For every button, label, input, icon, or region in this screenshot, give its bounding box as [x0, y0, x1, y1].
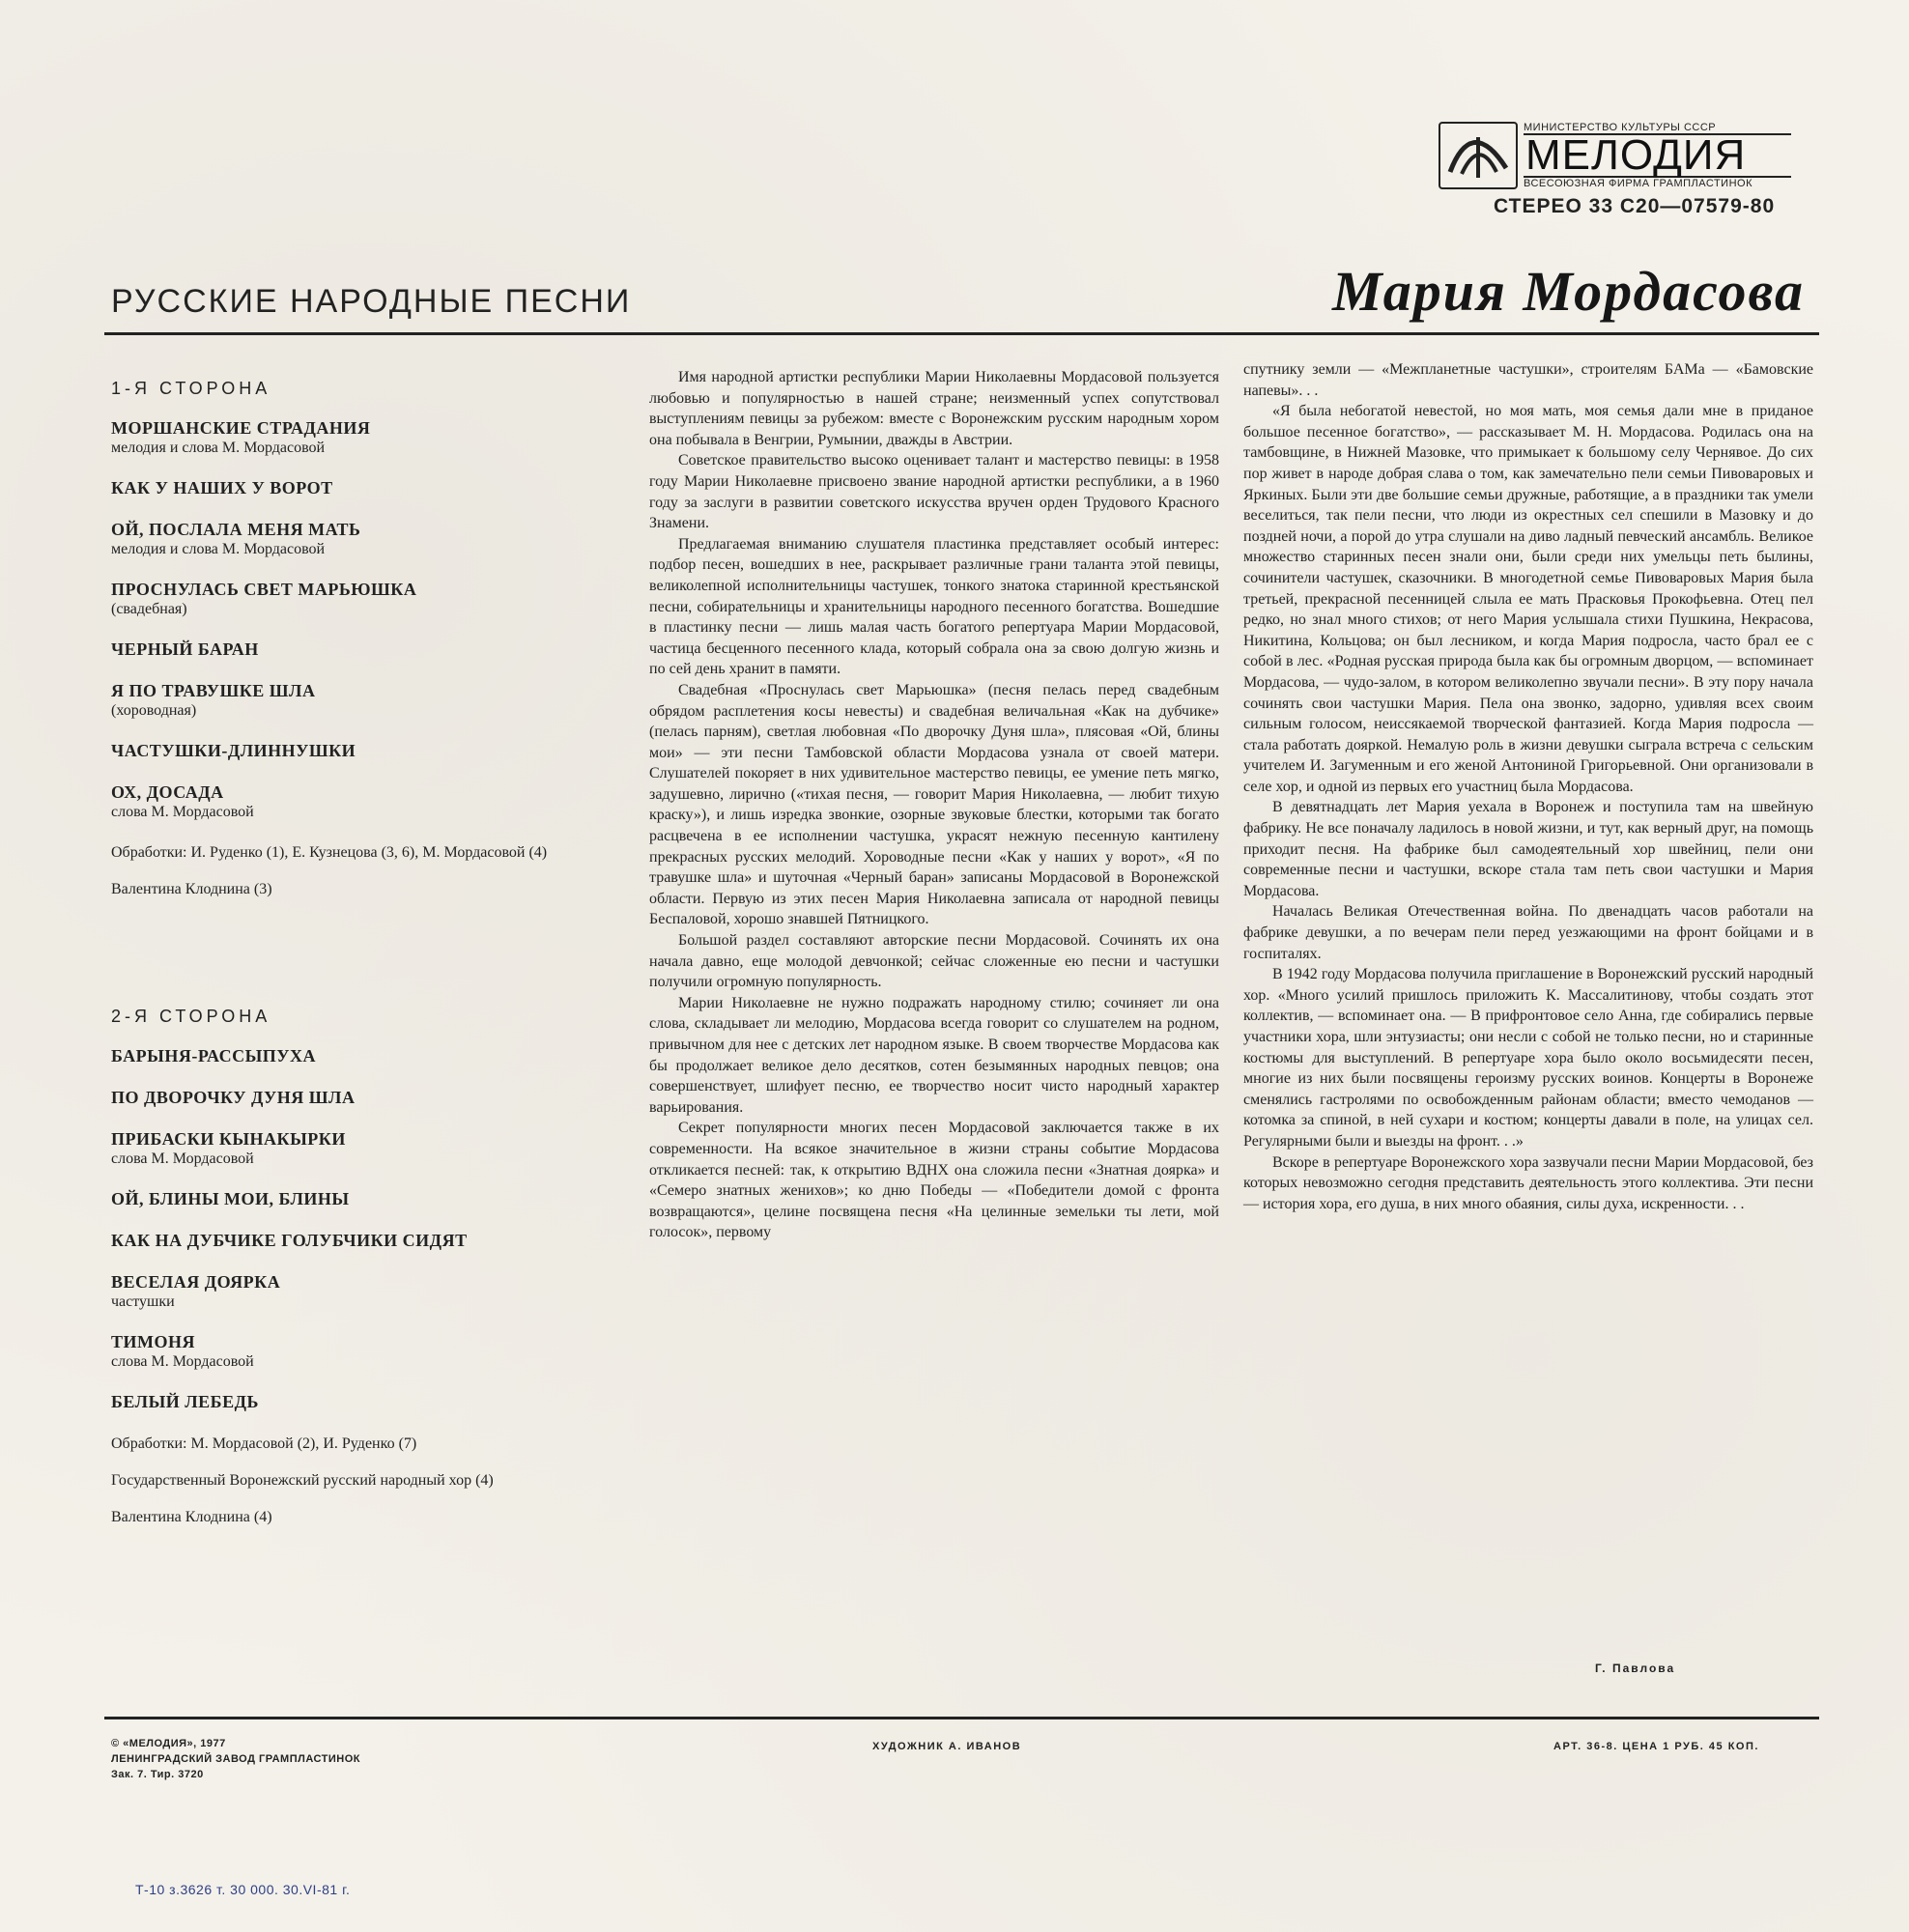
- track-subtitle: частушки: [111, 1293, 175, 1310]
- track-subtitle: мелодия и слова М. Мордасовой: [111, 440, 326, 456]
- performer-credit: Валентина Клоднина (3): [111, 881, 272, 897]
- track-subtitle: слова М. Мордасовой: [111, 1151, 254, 1167]
- order-info: Зак. 7. Тир. 3720: [111, 1769, 204, 1780]
- track-title: ПРОСНУЛАСЬ СВЕТ МАРЬЮШКА: [111, 580, 417, 599]
- track-title: ПО ДВОРОЧКУ ДУНЯ ШЛА: [111, 1088, 356, 1107]
- track-item: [111, 580, 652, 618]
- track-title: ТИМОНЯ: [111, 1332, 195, 1351]
- article-paragraph: Началась Великая Отечественная война. По двенадцать часов работали на фабрике девушки, а по вечерам пели перед уезжающими на фронт бойцами и в госпиталях.: [1243, 903, 1813, 962]
- top-divider: [104, 332, 1819, 335]
- article-paragraph: Секрет популярности многих песен Мордасовой заключается также в их современности. На всякое значительное в жизни страны событие Мордасова откликается песней: так, к открытию ВДНХ она сложила песни «Знатная доярка» и «Семеро знатных женихов»; ко дню Победы — «Победители домой с фронта возвращаются», целине посвящена песня «На целинные земельки ты лети, мой голосок», первому: [649, 1120, 1219, 1241]
- track-title: ВЕСЕЛАЯ ДОЯРКА: [111, 1272, 281, 1292]
- track-item: [111, 741, 652, 761]
- arrangement-credit: Обработки: М. Мордасовой (2), И. Руденко (7): [111, 1435, 417, 1452]
- track-title: ЧАСТУШКИ-ДЛИННУШКИ: [111, 741, 356, 760]
- article-paragraph: В девятнадцать лет Мария уехала в Воронеж и поступила там на швейную фабрику. Не все поначалу ладилось в новой жизни, и тут, как верный друг, на помощь приходит песня. На фабрике был самодеятельный хор швейниц, пели они современные песни и частушки, вскоре стала там петь свои частушки и Мария Мордасова.: [1243, 799, 1813, 899]
- artist-name: Мария Мордасова: [1332, 260, 1805, 323]
- track-item: [111, 418, 652, 457]
- track-item: [111, 1231, 652, 1251]
- article-paragraph: Предлагаемая вниманию слушателя пластинка представляет особый интерес: подбор песен, вошедших в нее, раскрывает различные грани таланта этой певицы, великолепной исполнительницы частушек, тонкого знатока старинной крестьянской песни, собирательницы и хранительницы народного песенного богатства. Вошедшие в пластинку песни — лишь малая часть богатого репертуара Марии Мордасовой, частица бесценного песенного клада, который собрала она за свою долгую жизнь и по сей день хранит в памяти.: [649, 535, 1219, 678]
- article-paragraph: Большой раздел составляют авторские песни Мордасовой. Сочинять их она начала давно, еще молодой девчонкой; сейчас сложенные ею песни и частушки получили огромную популярность.: [649, 932, 1219, 991]
- track-item: [111, 520, 652, 558]
- track-subtitle: мелодия и слова М. Мордасовой: [111, 541, 326, 557]
- article-paragraph: Вскоре в репертуаре Воронежского хора зазвучали песни Марии Мордасовой, без которых невозможно сегодня представить деятельность этого коллектива. Эти песни — история хора, его душа, в них много обаяния, силы духа, искренности. . .: [1243, 1153, 1813, 1212]
- bottom-divider: [104, 1717, 1819, 1719]
- performer-credit: Валентина Клоднина (4): [111, 1509, 272, 1525]
- article-column-1: [649, 367, 1219, 1243]
- side1-title: 1-Я СТОРОНА: [111, 379, 271, 398]
- track-item: [111, 1272, 652, 1311]
- track-item: [111, 1129, 652, 1168]
- track-item: [111, 478, 652, 498]
- track-list: [111, 379, 652, 1544]
- logo-firm: ВСЕСОЮЗНАЯ ФИРМА ГРАМПЛАСТИНОК: [1524, 178, 1752, 189]
- track-title: БАРЫНЯ-РАССЫПУХА: [111, 1046, 317, 1065]
- track-title: КАК У НАШИХ У ВОРОТ: [111, 478, 333, 497]
- logo-name: МЕЛОДИЯ: [1524, 133, 1791, 178]
- track-item: [111, 1046, 652, 1066]
- side2-section: [111, 1007, 652, 1528]
- track-subtitle: слова М. Мордасовой: [111, 804, 254, 820]
- article-paragraph: «Я была небогатой невестой, но моя мать, моя семья дали мне в приданое большое песенное богатство», — рассказывает М. Н. Мордасова. Родилась она на тамбовщине, в Нижней Мазовке, что примыкает к большому селу Чернявое. До сих пор живет в народе добрая слава о том, как замечательно пели семьи Пивоваровых и Яркиных. Были эти две большие семьи дружные, работящие, а в праздники так умели веселиться, так пели песни, что люди из окрестных сел спешили в Мазовку и до поздней ночи, а порой до утра слушали на диво ладный певческий ансамбль. Великое множество старинных песен знали они, были среди них умельцы петь былины, сочинители частушек, сказочники. В многодетной семье Пивоваровых Мария была третьей, прекрасной песенницей слыла ее мать Прасковья Прокофьевна. Отец пел редко, но знал много стихов; от него Мария услышала стихи Пушкина, Некрасова, Никитина, Кольцова; он был лесником, и когда Мария подросла, часто брал ее с собой в лес. «Родная русская природа была как бы огромным дворцом, — вспоминает Мордасова, — чудо-залом, в котором великолепно звучали песни». В эту пору начала сочинять свои частушки Мария. Пела она звонко, задорно, удивляя всех своим сильным голосом, неиссякаемой творческой фантазией. Когда Мария подросла — стала работать дояркой. Немалую роль в жизни девушки сыграла встреча с сельским учителем И. Загуменным и его женой Антониной Григорьевной. Они организовали в селе хор, и одной из первых его участниц была Мордасова.: [1243, 403, 1813, 795]
- track-title: ОЙ, БЛИНЫ МОИ, БЛИНЫ: [111, 1189, 350, 1208]
- track-item: [111, 639, 652, 660]
- album-title: РУССКИЕ НАРОДНЫЕ ПЕСНИ: [111, 283, 632, 320]
- track-title: ОЙ, ПОСЛАЛА МЕНЯ МАТЬ: [111, 520, 361, 539]
- author-signature: Г. Павлова: [1595, 1662, 1676, 1675]
- track-title: МОРШАНСКИЕ СТРАДАНИЯ: [111, 418, 371, 438]
- article-paragraph: В 1942 году Мордасова получила приглашение в Воронежский русский народный хор. «Много усилий пришлось приложить К. Массалитинову, чтобы создать этот коллектив, — вспоминает она. — В прифронтовое село Анна, где собирались первые участники хора, шли энтузиасты; они несли с собой не только песни, но и старинные костюмы для выступлений. В репертуаре хора было около восьмидесяти песен, многие из них были посвящены героизму русских воинов. Концерты в Воронеже сменялись гастролями по освобожденным районам области; вместо чемоданов — котомка за спиной, в ней сухари и костюм; концерты давали в поле, на улицах сел. Регулярными были и выезды на фронт. . .»: [1243, 966, 1813, 1150]
- track-title: ОХ, ДОСАДА: [111, 782, 224, 802]
- melodiya-logo: [1439, 122, 1791, 189]
- article-paragraph: Марии Николаевне не нужно подражать народному стилю; сочиняет ли она слова, складывает ли мелодию, Мордасова всегда говорит со слушателем на родном, привычном для нее с детских лет народном языке. В своем творчестве Мордасова как бы продолжает великое дело десятков, сотен безымянных народных певцов; она совершенствует, шлифует песню, ее творчество носит чисто народный характер варьирования.: [649, 994, 1219, 1116]
- track-item: [111, 1189, 652, 1209]
- footer-publisher: [111, 1736, 360, 1782]
- copyright: © «МЕЛОДИЯ», 1977: [111, 1738, 226, 1749]
- side2-title: 2-Я СТОРОНА: [111, 1007, 271, 1026]
- track-title: ПРИБАСКИ КЫНАКЫРКИ: [111, 1129, 346, 1149]
- catalog-number: СТЕРЕО 33 С20—07579-80: [1494, 195, 1776, 217]
- price-info: АРТ. 36-8. ЦЕНА 1 РУБ. 45 КОП.: [1553, 1741, 1759, 1752]
- track-item: [111, 1332, 652, 1371]
- melodiya-emblem-icon: [1439, 122, 1518, 189]
- article-column-2: [1243, 359, 1813, 1214]
- track-title: КАК НА ДУБЧИКЕ ГОЛУБЧИКИ СИДЯТ: [111, 1231, 468, 1250]
- logo-ministry: МИНИСТЕРСТВО КУЛЬТУРЫ СССР: [1524, 122, 1717, 133]
- print-stamp: Т-10 з.3626 т. 30 000. 30.VI-81 г.: [135, 1882, 351, 1897]
- article-paragraph: Советское правительство высоко оценивает талант и мастерство певицы: в 1958 году Марии Николаевне присвоено звание народной артистки республики, а в 1960 году за заслуги в развитии советского искусства вручен орден Трудового Красного Знамени.: [649, 452, 1219, 532]
- artist-credit: ХУДОЖНИК А. ИВАНОВ: [872, 1741, 1022, 1752]
- arrangement-credit: Обработки: И. Руденко (1), Е. Кузнецова (3, 6), М. Мордасовой (4): [111, 844, 548, 861]
- track-item: [111, 1392, 652, 1412]
- track-item: [111, 681, 652, 720]
- article-paragraph: спутнику земли — «Межпланетные частушки», строителям БАМа — «Бамовские напевы». . .: [1243, 361, 1813, 399]
- plant-name: ЛЕНИНГРАДСКИЙ ЗАВОД ГРАМПЛАСТИНОК: [111, 1753, 360, 1765]
- track-title: ЧЕРНЫЙ БАРАН: [111, 639, 259, 659]
- article-paragraph: Свадебная «Проснулась свет Марьюшка» (песня пелась перед свадебным обрядом расплетения косы невесты) и свадебная величальная «Как на дубчике» (пелась парням), светлая любовная «По дворочку Дуня шла», плясовая «Ой, блины мои» — эти песни Тамбовской области Мордасова узнала от своей матери. Слушателей покоряет в них удивительное мастерство певицы, ее умение петь мягко, задушевно, лирично («тихая песня, — говорит Мария Николаевна, — любит тихую краску»), и лишь изредка звонкие, озорные звуковые блестки, которыми так богато расцвечена в ее исполнении частушка, украсят нежную песенную кантилену прекрасных русских мелодий. Хороводные песни «Как у наших у ворот», «Я по травушке шла» и шуточная «Черный баран» записаны Мордасовой в Воронежской области. Первую из этих песен Мария Николаевна записала от народной певицы Беспаловой, хорошо знавшей Пятницкого.: [649, 681, 1219, 928]
- track-subtitle: (свадебная): [111, 601, 187, 617]
- article-paragraph: Имя народной артистки республики Марии Николаевны Мордасовой пользуется любовью и популярностью в нашей стране; неизменный успех сопутствовал выступлениям певицы за рубежом: вместе с Воронежским русским народным хором она побывала в Венгрии, Румынии, дважды в Австрии.: [649, 369, 1219, 448]
- track-title: БЕЛЫЙ ЛЕБЕДЬ: [111, 1392, 259, 1411]
- track-subtitle: слова М. Мордасовой: [111, 1353, 254, 1370]
- track-item: [111, 782, 652, 821]
- track-item: [111, 1088, 652, 1108]
- track-subtitle: (хороводная): [111, 702, 197, 719]
- choir-credit: Государственный Воронежский русский народный хор (4): [111, 1472, 494, 1489]
- track-title: Я ПО ТРАВУШКЕ ШЛА: [111, 681, 316, 700]
